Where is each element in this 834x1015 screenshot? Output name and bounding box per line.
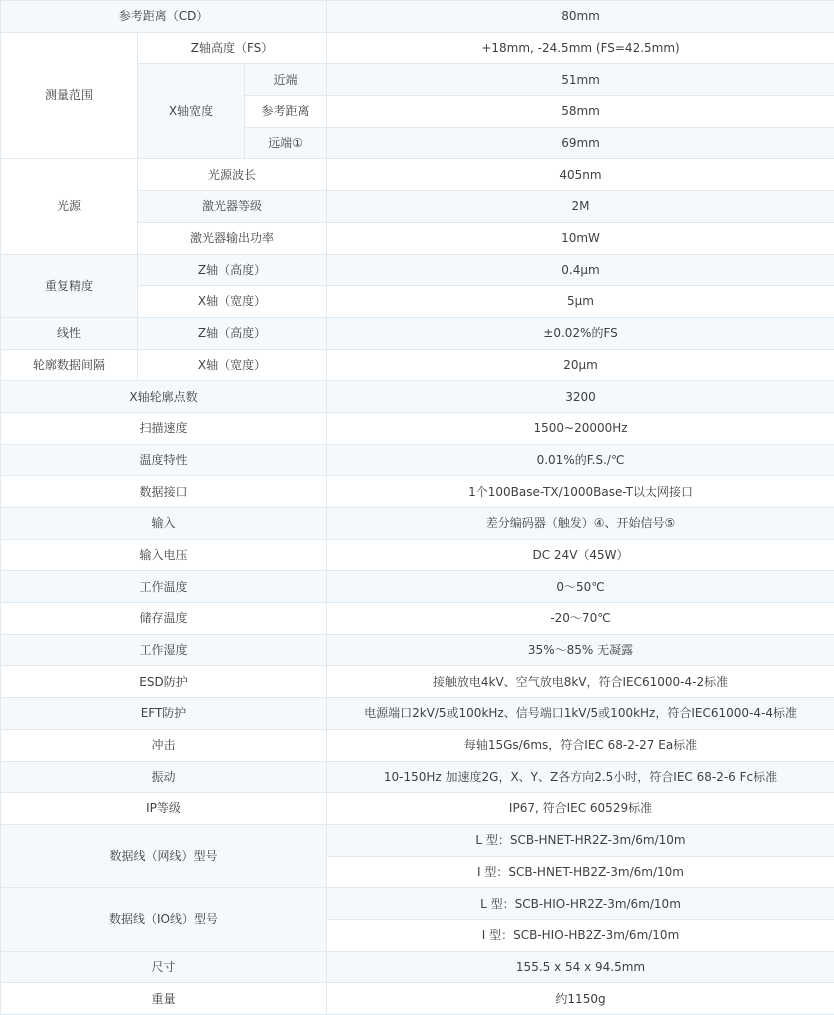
value-operating-humidity: 35%～85% 无凝露 <box>327 634 834 666</box>
label-linearity-axis: Z轴（高度） <box>138 317 327 349</box>
row-io-cable-l <box>1 888 834 920</box>
row-temperature-characteristic <box>1 444 834 476</box>
row-x-profile-points <box>1 381 834 413</box>
value-vibration: 10-150Hz 加速度2G，X、Y、Z各方向2.5小时，符合IEC 68-2-6 Fc标准 <box>327 761 834 793</box>
value-temperature-characteristic: 0.01%的F.S./℃ <box>327 444 834 476</box>
label-ip-rating: IP等级 <box>1 793 327 825</box>
row-input-voltage <box>1 539 834 571</box>
label-scan-rate: 扫描速度 <box>1 412 327 444</box>
value-ip-rating: IP67, 符合IEC 60529标准 <box>327 793 834 825</box>
row-eft-protection <box>1 698 834 730</box>
label-storage-temperature: 储存温度 <box>1 603 327 635</box>
value-scan-rate: 1500~20000Hz <box>327 412 834 444</box>
row-reference-distance-cd <box>1 1 834 33</box>
row-profile-interval <box>1 349 834 381</box>
label-net-cable-group: 数据线（网线）型号 <box>1 824 327 887</box>
value-x-width-near: 51mm <box>327 64 834 96</box>
label-repeatability-group: 重复精度 <box>1 254 138 317</box>
row-net-cable-l <box>1 824 834 856</box>
value-x-profile-points: 3200 <box>327 381 834 413</box>
label-laser-power: 激光器输出功率 <box>138 222 327 254</box>
row-operating-humidity <box>1 634 834 666</box>
label-x-width-near: 近端 <box>245 64 327 96</box>
label-wavelength: 光源波长 <box>138 159 327 191</box>
label-vibration: 振动 <box>1 761 327 793</box>
value-linearity: ±0.02%的FS <box>327 317 834 349</box>
label-x-profile-points: X轴轮廓点数 <box>1 381 327 413</box>
value-storage-temperature: -20～70℃ <box>327 603 834 635</box>
value-laser-class: 2M <box>327 191 834 223</box>
label-laser-class: 激光器等级 <box>138 191 327 223</box>
label-operating-temperature: 工作温度 <box>1 571 327 603</box>
label-z-height-fs: Z轴高度（FS） <box>138 32 327 64</box>
label-eft-protection: EFT防护 <box>1 698 327 730</box>
row-esd-protection <box>1 666 834 698</box>
value-operating-temperature: 0～50℃ <box>327 571 834 603</box>
row-shock <box>1 729 834 761</box>
row-vibration <box>1 761 834 793</box>
value-profile-interval: 20μm <box>327 349 834 381</box>
label-x-width-group: X轴宽度 <box>138 64 245 159</box>
row-storage-temperature <box>1 603 834 635</box>
label-x-width-far: 远端① <box>245 127 327 159</box>
value-shock: 每轴15Gs/6ms，符合IEC 68-2-27 Ea标准 <box>327 729 834 761</box>
value-net-cable-l: L 型：SCB-HNET-HR2Z-3m/6m/10m <box>327 824 834 856</box>
value-input-voltage: DC 24V（45W） <box>327 539 834 571</box>
row-input <box>1 508 834 540</box>
value-io-cable-l: L 型：SCB-HIO-HR2Z-3m/6m/10m <box>327 888 834 920</box>
label-weight: 重量 <box>1 983 327 1015</box>
label-linearity: 线性 <box>1 317 138 349</box>
label-repeatability-z: Z轴（高度） <box>138 254 327 286</box>
row-wavelength <box>1 159 834 191</box>
row-dimensions <box>1 951 834 983</box>
value-repeatability-z: 0.4μm <box>327 254 834 286</box>
value-io-cable-i: I 型：SCB-HIO-HB2Z-3m/6m/10m <box>327 919 834 951</box>
value-laser-power: 10mW <box>327 222 834 254</box>
label-shock: 冲击 <box>1 729 327 761</box>
value-repeatability-x: 5μm <box>327 286 834 318</box>
value-z-height-fs: +18mm, -24.5mm (FS=42.5mm) <box>327 32 834 64</box>
value-esd-protection: 接触放电4kV、空气放电8kV，符合IEC61000-4-2标准 <box>327 666 834 698</box>
label-dimensions: 尺寸 <box>1 951 327 983</box>
value-wavelength: 405nm <box>327 159 834 191</box>
value-net-cable-i: I 型：SCB-HNET-HB2Z-3m/6m/10m <box>327 856 834 888</box>
value-x-width-reference: 58mm <box>327 96 834 128</box>
value-reference-distance-cd: 80mm <box>327 1 834 33</box>
label-data-interface: 数据接口 <box>1 476 327 508</box>
value-eft-protection: 电源端口2kV/5或100kHz、信号端口1kV/5或100kHz，符合IEC61000-4-4标准 <box>327 698 834 730</box>
label-reference-distance-cd: 参考距离（CD） <box>1 1 327 33</box>
row-repeatability-z <box>1 254 834 286</box>
label-profile-interval: 轮廓数据间隔 <box>1 349 138 381</box>
label-light-source-group: 光源 <box>1 159 138 254</box>
row-scan-rate <box>1 412 834 444</box>
row-operating-temperature <box>1 571 834 603</box>
value-weight: 约1150g <box>327 983 834 1015</box>
value-x-width-far: 69mm <box>327 127 834 159</box>
label-operating-humidity: 工作湿度 <box>1 634 327 666</box>
label-x-width-reference: 参考距离 <box>245 96 327 128</box>
row-weight <box>1 983 834 1015</box>
label-input: 输入 <box>1 508 327 540</box>
row-ip-rating <box>1 793 834 825</box>
label-repeatability-x: X轴（宽度） <box>138 286 327 318</box>
value-dimensions: 155.5 x 54 x 94.5mm <box>327 951 834 983</box>
label-temperature-characteristic: 温度特性 <box>1 444 327 476</box>
label-measure-range-group: 测量范围 <box>1 32 138 159</box>
label-input-voltage: 输入电压 <box>1 539 327 571</box>
label-esd-protection: ESD防护 <box>1 666 327 698</box>
row-linearity <box>1 317 834 349</box>
row-z-height <box>1 32 834 64</box>
label-profile-interval-axis: X轴（宽度） <box>138 349 327 381</box>
value-data-interface: 1个100Base-TX/1000Base-T以太网接口 <box>327 476 834 508</box>
row-data-interface <box>1 476 834 508</box>
label-io-cable-group: 数据线（IO线）型号 <box>1 888 327 951</box>
value-input: 差分编码器（触发）④、开始信号⑤ <box>327 508 834 540</box>
